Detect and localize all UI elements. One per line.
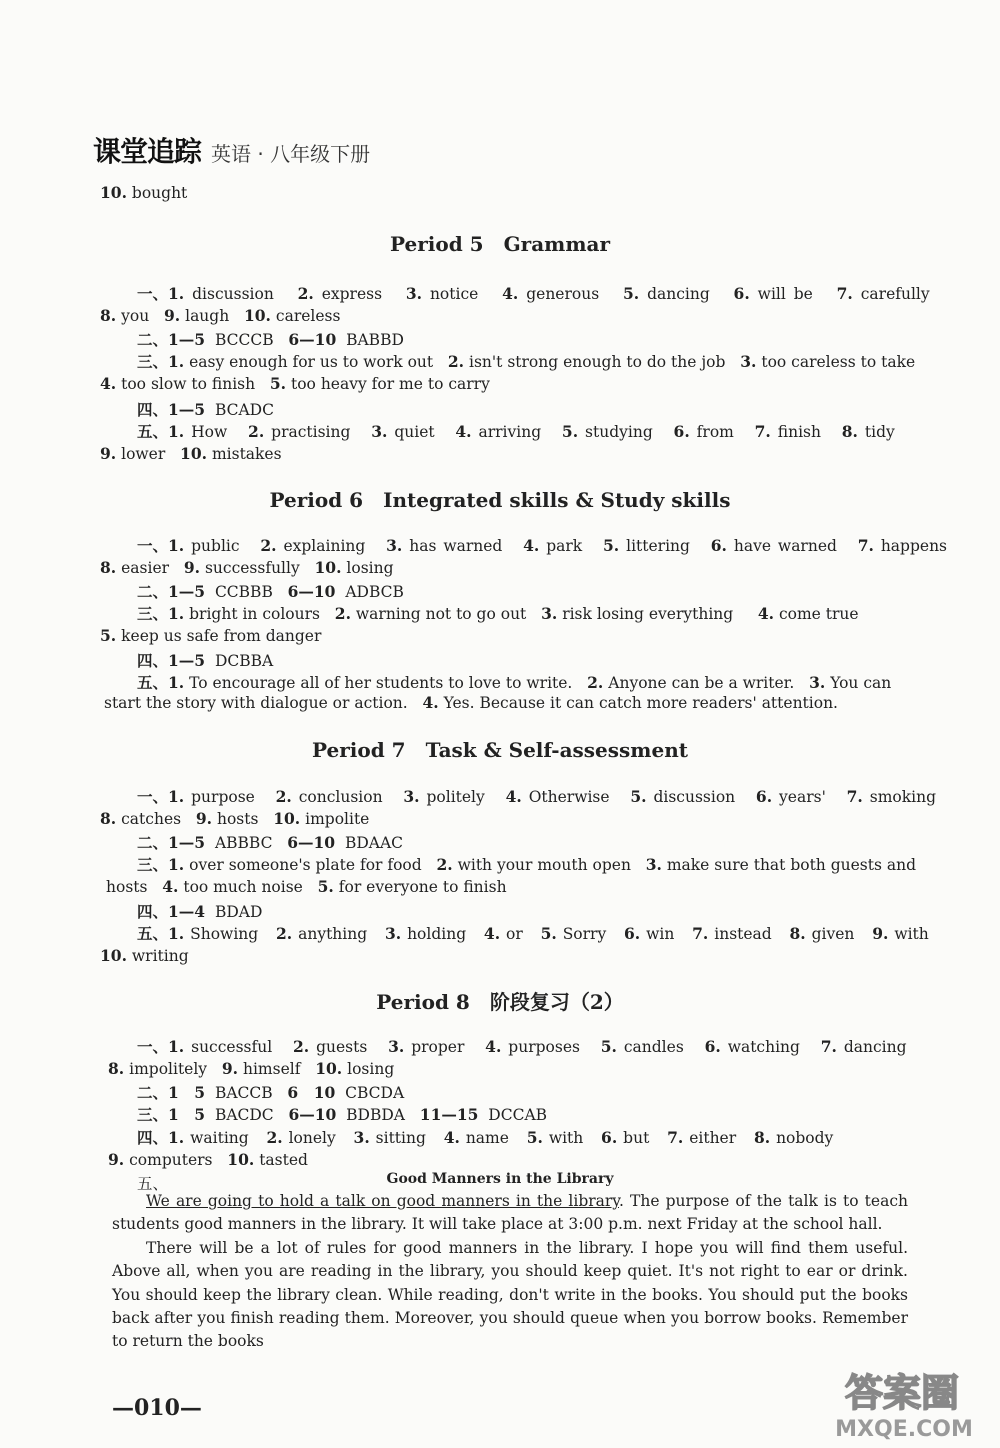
p6-section-5-line-1: 五、1. To encourage all of her students to love to write. 2. Anyone can be a writer. 3. You can <box>137 673 892 692</box>
p8-section-4-line-1: 四、1. waiting 2. lonely 3. sitting 4. name 5. with 6. but 7. either 8. nobody <box>137 1128 834 1147</box>
essay-paragraph-1: We are going to hold a talk on good manners in the library. The purpose of the talk is to teach students good manners in the library. It will take place at 3:00 p.m. next Friday at the school hall. <box>112 1192 908 1234</box>
p5-section-4: 四、1—5 BCADC <box>137 400 274 419</box>
p8-section-5-label: 五、 <box>137 1175 169 1193</box>
p5-section-3-line-2: 4. too slow to finish 5. too heavy for me to carry <box>100 374 490 393</box>
watermark-bottom-text: MXQE.COM <box>835 1417 973 1440</box>
period-6-heading: Period 6 Integrated skills & Study skills <box>269 488 731 512</box>
p7-section-3-line-2: hosts 4. too much noise 5. for everyone to finish <box>106 877 507 896</box>
p7-section-5-line-2: 10. writing <box>100 946 189 965</box>
p5-section-1-line-2: 8. you 9. laugh 10. careless <box>100 306 341 325</box>
p6-section-5-line-2: start the story with dialogue or action. 4. Yes. Because it can catch more readers' attention. <box>104 693 838 712</box>
p5-section-5-line-2: 9. lower 10. mistakes <box>100 444 282 463</box>
p6-section-1-line-2: 8. easier 9. successfully 10. losing <box>100 558 394 577</box>
p8-section-3: 三、1 5 BACDC 6—10 BDBDA 11—15 DCCAB <box>137 1105 548 1124</box>
p6-section-4: 四、1—5 DCBBA <box>137 651 274 670</box>
page-header <box>93 130 370 170</box>
book-brand: 课堂追踪 <box>93 135 202 168</box>
p6-section-3-line-2: 5. keep us safe from danger <box>100 626 322 645</box>
p8-section-1-line-2: 8. impolitely 9. himself 10. losing <box>108 1059 395 1078</box>
watermark-top-text: 答案圈 <box>844 1371 960 1415</box>
p6-section-1-line-1: 一、1. public 2. explaining 3. has warned 4. park 5. littering 6. have warned 7. happens <box>137 536 948 555</box>
period-8-heading: Period 8 阶段复习（2） <box>376 990 624 1014</box>
p7-section-2: 二、1—5 ABBBC 6—10 BDAAC <box>137 833 404 852</box>
p8-section-1-line-1: 一、1. successful 2. guests 3. proper 4. purposes 5. candles 6. watching 7. dancing <box>137 1037 907 1056</box>
p8-section-4-line-2: 9. computers 10. tasted <box>108 1150 308 1169</box>
p7-section-1-line-2: 8. catches 9. hosts 10. impolite <box>100 809 370 828</box>
p5-section-1-line-1: 一、1. discussion 2. express 3. notice 4. generous 5. dancing 6. will be 7. carefully <box>137 284 930 303</box>
essay-paragraph-2: There will be a lot of rules for good manners in the library. I hope you will find them useful. Above all, when you are reading in the library, you should keep quiet. It's not right to ear or drink. You should keep the library clean. While reading, don't write in the books. You should put the books back after you finish reading them. Moreover, you should queue when you borrow books. Remember to return the books <box>112 1239 908 1351</box>
p7-section-4: 四、1—4 BDAD <box>137 902 263 921</box>
p8-section-2: 二、1 5 BACCB 6 10 CBCDA <box>137 1083 405 1102</box>
essay-topic-sentence: We are going to hold a talk on good manners in the library <box>146 1192 619 1210</box>
p7-section-5-line-1: 五、1. Showing 2. anything 3. holding 4. or 5. Sorry 6. win 7. instead 8. given 9. with <box>137 924 929 943</box>
p5-section-2: 二、1—5 BCCCB 6—10 BABBD <box>137 330 404 349</box>
p6-section-2: 二、1—5 CCBBB 6—10 ADBCB <box>137 582 404 601</box>
book-subtitle: 英语 · 八年级下册 <box>211 142 371 166</box>
p5-section-3-line-1: 三、1. easy enough for us to work out 2. isn't strong enough to do the job 3. too careless to take <box>137 352 916 371</box>
p7-section-1-line-1: 一、1. purpose 2. conclusion 3. politely 4. Otherwise 5. discussion 6. years' 7. smoking <box>137 787 936 806</box>
p5-section-5-line-1: 五、1. How 2. practising 3. quiet 4. arriving 5. studying 6. from 7. finish 8. tidy <box>137 422 895 441</box>
watermark-logo <box>822 1362 992 1440</box>
essay-title: Good Manners in the Library <box>386 1171 614 1187</box>
p7-section-3-line-1: 三、1. over someone's plate for food 2. with your mouth open 3. make sure that both guests and <box>137 855 917 874</box>
p6-section-3-line-1: 三、1. bright in colours 2. warning not to go out 3. risk losing everything 4. come true <box>137 604 859 623</box>
page-number: —010— <box>112 1395 202 1421</box>
period-7-heading: Period 7 Task & Self-assessment <box>312 738 688 762</box>
carryover-line: 10. bought <box>100 183 188 202</box>
period-5-heading: Period 5 Grammar <box>390 232 610 256</box>
